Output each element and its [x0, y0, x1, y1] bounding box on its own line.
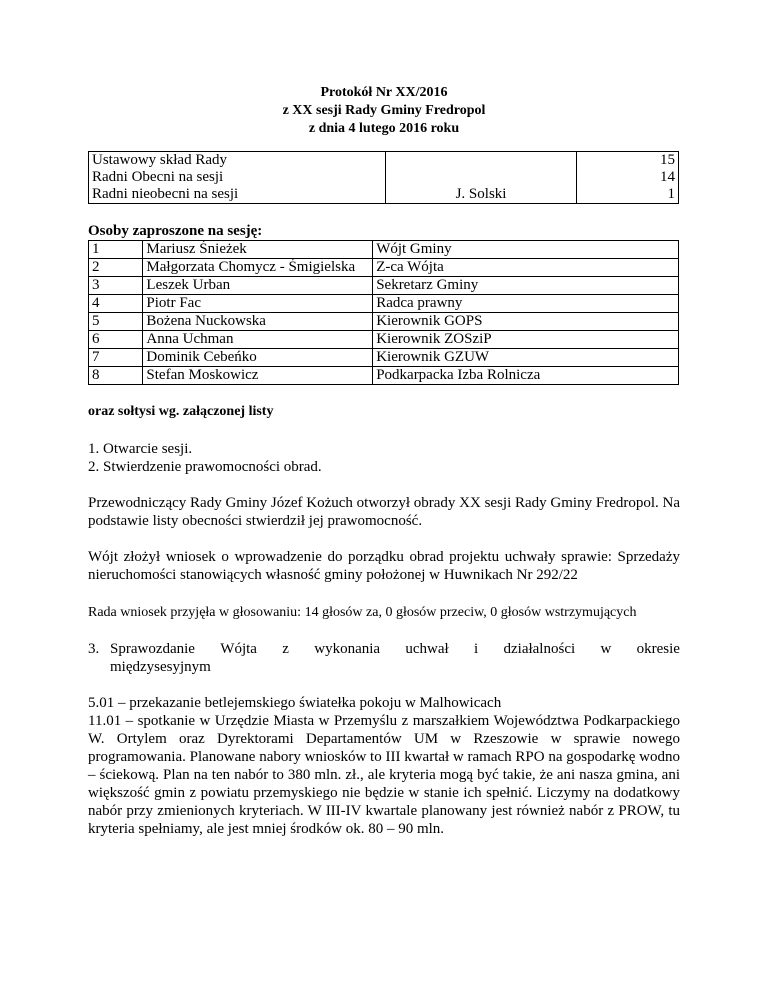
- council-composition-table: [88, 151, 679, 204]
- item-word: działalności: [503, 641, 576, 657]
- row-name: Leszek Urban: [143, 277, 373, 295]
- row-name: Anna Uchman: [143, 331, 373, 349]
- paragraph-motion: Wójt złożył wniosek o wprowadzenie do porządku obrad projektu uchwały sprawie: Sprzedaży nieruchomości stanowiących własność gminy położonej w Huwnikach Nr 292/22: [88, 549, 680, 583]
- row-number: 6: [89, 331, 143, 349]
- row-label: Ustawowy skład Rady: [89, 152, 386, 170]
- row-name: Piotr Fac: [143, 295, 373, 313]
- title-line-2: z XX sesji Rady Gminy Fredropol: [282, 103, 486, 118]
- item-word: z: [282, 641, 289, 657]
- row-number: 5: [89, 313, 143, 331]
- row-label: Radni Obecni na sesji: [89, 169, 386, 186]
- report-section: [88, 694, 680, 838]
- item-text-line-2: międzysesyjnym: [110, 659, 211, 675]
- row-name: Małgorzata Chomycz - Śmigielska: [143, 259, 373, 277]
- table-row: [89, 259, 679, 277]
- row-name: Mariusz Śnieżek: [143, 241, 373, 259]
- row-middle: [386, 169, 577, 186]
- table-row: [89, 295, 679, 313]
- document-page: [88, 84, 680, 838]
- row-role: Kierownik GOPS: [373, 313, 679, 331]
- table-row: [89, 241, 679, 259]
- table-row: [89, 152, 679, 170]
- list-item: 1. Otwarcie sesji.: [88, 441, 193, 457]
- row-label: Radni nieobecni na sesji: [89, 186, 386, 204]
- invited-heading: Osoby zaproszone na sesję:: [88, 223, 263, 239]
- report-line: 11.01 – spotkanie w Urzędzie Miasta w Przemyślu z marszałkiem Województwa Podkarpackiego W. Ortylem oraz Dyrektorami Departamentów UM w Rzeszowie w sprawie nowego programowania. Planowane nabory wniosków to III kwartał w ramach RPO na gospodarkę wodno – ściekową. Plan na ten nabór to 380 mln. zł., ale kryteria mogą być takie, że ani nasza gmina, ani większość gmin z powiatu przemyskiego nie będzie w stanie ich spełnić. Liczymy na dodatkowy nabór przy zmienionych kryteriach. W III-IV kwartale planowany jest również nabór z PROW, tu kryteria spełniamy, ale jest mniej środków ok. 80 – 90 mln.: [88, 713, 680, 837]
- item-word: Wójta: [220, 641, 257, 657]
- table-row: [89, 186, 679, 204]
- row-number: 7: [89, 349, 143, 367]
- table-row: [89, 367, 679, 385]
- row-value: 1: [577, 186, 679, 204]
- row-number: 2: [89, 259, 143, 277]
- item-text: [110, 640, 680, 676]
- row-middle: [386, 152, 577, 170]
- item-word: uchwał: [405, 641, 449, 657]
- row-role: Wójt Gminy: [373, 241, 679, 259]
- table-row: [89, 313, 679, 331]
- table-row: [89, 277, 679, 295]
- village-heads-note: oraz sołtysi wg. załączonej listy: [88, 404, 274, 419]
- row-role: Podkarpacka Izba Rolnicza: [373, 367, 679, 385]
- table-row: [89, 331, 679, 349]
- row-number: 4: [89, 295, 143, 313]
- title-line-3: z dnia 4 lutego 2016 roku: [308, 121, 460, 136]
- agenda-list: [88, 440, 680, 476]
- row-middle: J. Solski: [386, 186, 577, 204]
- row-role: Sekretarz Gminy: [373, 277, 679, 295]
- table-row: [89, 169, 679, 186]
- list-item: 2. Stwierdzenie prawomocności obrad.: [88, 459, 322, 475]
- title-line-1: Protokół Nr XX/2016: [320, 85, 448, 100]
- item-word: okresie: [636, 641, 680, 657]
- row-role: Radca prawny: [373, 295, 679, 313]
- row-value: 15: [577, 152, 679, 170]
- row-number: 3: [89, 277, 143, 295]
- item-word: i: [474, 641, 479, 657]
- row-name: Bożena Nuckowska: [143, 313, 373, 331]
- report-line: 5.01 – przekazanie betlejemskiego światełka pokoju w Malhowicach: [88, 695, 502, 711]
- item-number: 3.: [88, 641, 100, 657]
- row-value: 14: [577, 169, 679, 186]
- row-role: Kierownik GZUW: [373, 349, 679, 367]
- row-role: Kierownik ZOSziP: [373, 331, 679, 349]
- row-name: Stefan Moskowicz: [143, 367, 373, 385]
- item-word: w: [600, 641, 612, 657]
- paragraph-vote: Rada wniosek przyjęła w głosowaniu: 14 głosów za, 0 głosów przeciw, 0 głosów wstrzymujących: [88, 605, 637, 620]
- row-number: 8: [89, 367, 143, 385]
- document-title: [88, 84, 680, 138]
- item-word: Sprawozdanie: [110, 641, 195, 657]
- item-word: wykonania: [314, 641, 381, 657]
- row-name: Dominik Cebeńko: [143, 349, 373, 367]
- invited-table: [88, 240, 679, 385]
- item-text-line-1: [110, 640, 680, 658]
- paragraph-opening: Przewodniczący Rady Gminy Józef Kożuch otworzył obrady XX sesji Rady Gminy Fredropol. Na podstawie listy obecności stwierdził jej prawomocność.: [88, 495, 680, 529]
- agenda-item-3: [88, 640, 680, 676]
- row-number: 1: [89, 241, 143, 259]
- table-row: [89, 349, 679, 367]
- row-role: Z-ca Wójta: [373, 259, 679, 277]
